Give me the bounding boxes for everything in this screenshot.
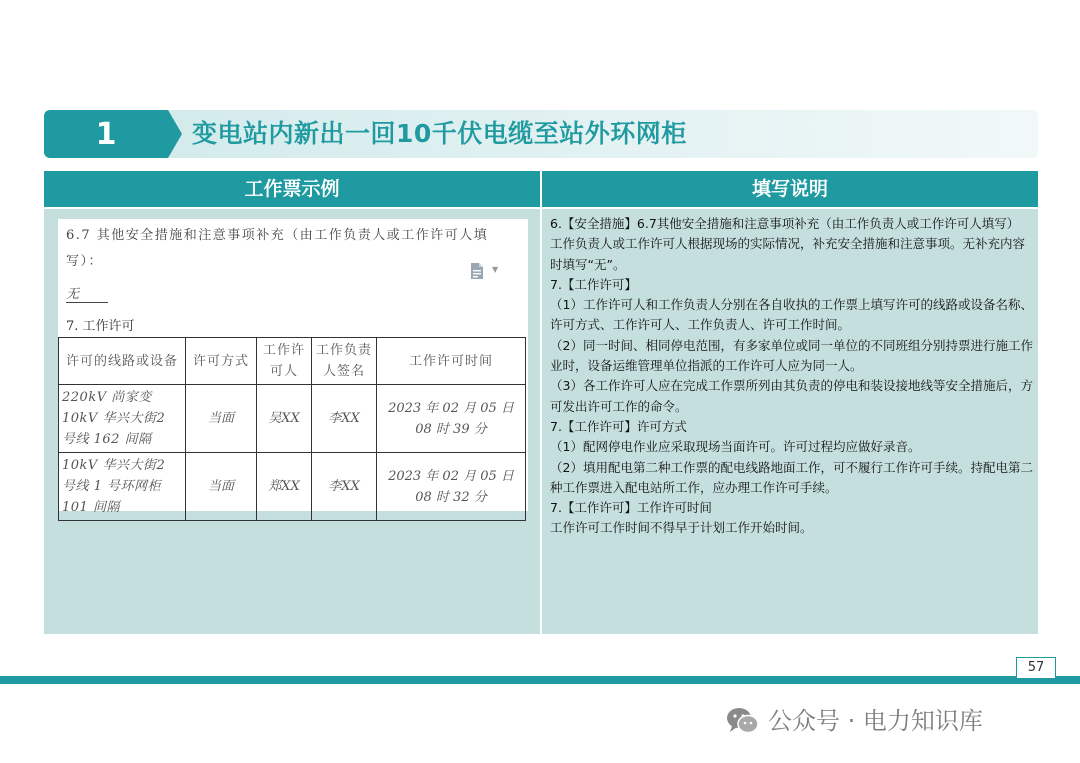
instruction-line: 7.【工作许可】工作许可时间 bbox=[550, 500, 712, 516]
page-number: 57 bbox=[1016, 657, 1056, 679]
section-7-title: 7. 工作许可 bbox=[66, 319, 135, 334]
instruction-line: （1）工作许可人和工作负责人分别在各自收执的工作票上填写许可的线路或设备名称、许可方式、工作许可人、工作负责人、许可工作时间。 bbox=[550, 297, 1033, 333]
instruction-line: 7.【工作许可】许可方式 bbox=[550, 418, 687, 434]
work-ticket-snippet bbox=[58, 219, 528, 515]
instruction-line: 工作许可工作时间不得早于计划工作开始时间。 bbox=[550, 520, 813, 536]
table-header-row bbox=[59, 338, 526, 385]
section-6-7-title: 6.7 其他安全措施和注意事项补充（由工作负责人或工作许可人填写）： bbox=[66, 228, 489, 269]
table-cell: 10kV 华兴大街2 号线 1 号环网柜 101 间隔 bbox=[59, 453, 186, 521]
table-cell: 李XX bbox=[312, 453, 377, 521]
column-header: 工作许可时间 bbox=[377, 338, 526, 385]
watermark bbox=[726, 704, 983, 738]
table-cell: 当面 bbox=[186, 385, 257, 453]
table-cell: 李XX bbox=[312, 385, 377, 453]
column-header: 工作负责人签名 bbox=[312, 338, 377, 385]
file-icon bbox=[470, 263, 484, 279]
permit-table bbox=[58, 337, 526, 521]
footer-divider bbox=[0, 676, 1080, 684]
dropdown-caret-icon: ▼ bbox=[492, 265, 499, 274]
section-number: 1 bbox=[44, 110, 168, 158]
table-cell: 当面 bbox=[186, 453, 257, 521]
instruction-line: （2）同一时间、相同停电范围，有多家单位或同一单位的不同班组分别持票进行施工作业时，设备运维管理单位指派的工作许可人应为同一人。 bbox=[550, 337, 1033, 374]
instruction-line: （2）填用配电第二种工作票的配电线路地面工作，可不履行工作许可手续。持配电第二种工作票进入配电站所工作，应办理工作许可手续。 bbox=[550, 459, 1033, 495]
table-cell: 吴XX bbox=[257, 385, 312, 453]
instruction-line: 工作负责人或工作许可人根据现场的实际情况，补充安全措施和注意事项。无补充内容时填写“无”。 bbox=[550, 236, 1026, 272]
column-header: 许可方式 bbox=[186, 338, 257, 385]
table-row bbox=[59, 385, 526, 453]
title-arrow bbox=[168, 110, 182, 158]
column-header: 工作许可人 bbox=[257, 338, 312, 385]
table-cell: 郑XX bbox=[257, 453, 312, 521]
header-instructions: 填写说明 bbox=[542, 171, 1038, 207]
instruction-line: 6.【安全措施】6.7其他安全措施和注意事项补充（由工作负责人或工作许可人填写） bbox=[550, 216, 1020, 231]
table-cell: 2023 年 02 月 05 日 08 时 32 分 bbox=[377, 453, 526, 521]
header-example: 工作票示例 bbox=[44, 171, 540, 207]
instruction-line: 7.【工作许可】 bbox=[550, 276, 637, 292]
watermark-text: 公众号 · 电力知识库 bbox=[768, 707, 983, 735]
column-header: 许可的线路或设备 bbox=[59, 338, 186, 385]
page-title: 变电站内新出一回10千伏电缆至站外环网柜 bbox=[192, 119, 687, 148]
table-cell: 2023 年 02 月 05 日 08 时 39 分 bbox=[377, 385, 526, 453]
table-row bbox=[59, 453, 526, 521]
table-cell: 220kV 尚家变 10kV 华兴大街2 号线 162 间隔 bbox=[59, 385, 186, 453]
instruction-line: （1）配网停电作业应采取现场当面许可。许可过程均应做好录音。 bbox=[550, 439, 921, 455]
wechat-icon bbox=[726, 707, 760, 735]
instructions-text bbox=[550, 214, 1034, 539]
none-value: 无 bbox=[66, 283, 108, 303]
instruction-line: （3）各工作许可人应在完成工作票所列由其负责的停电和装设接地线等安全措施后，方可发出许可工作的命令。 bbox=[550, 378, 1033, 414]
